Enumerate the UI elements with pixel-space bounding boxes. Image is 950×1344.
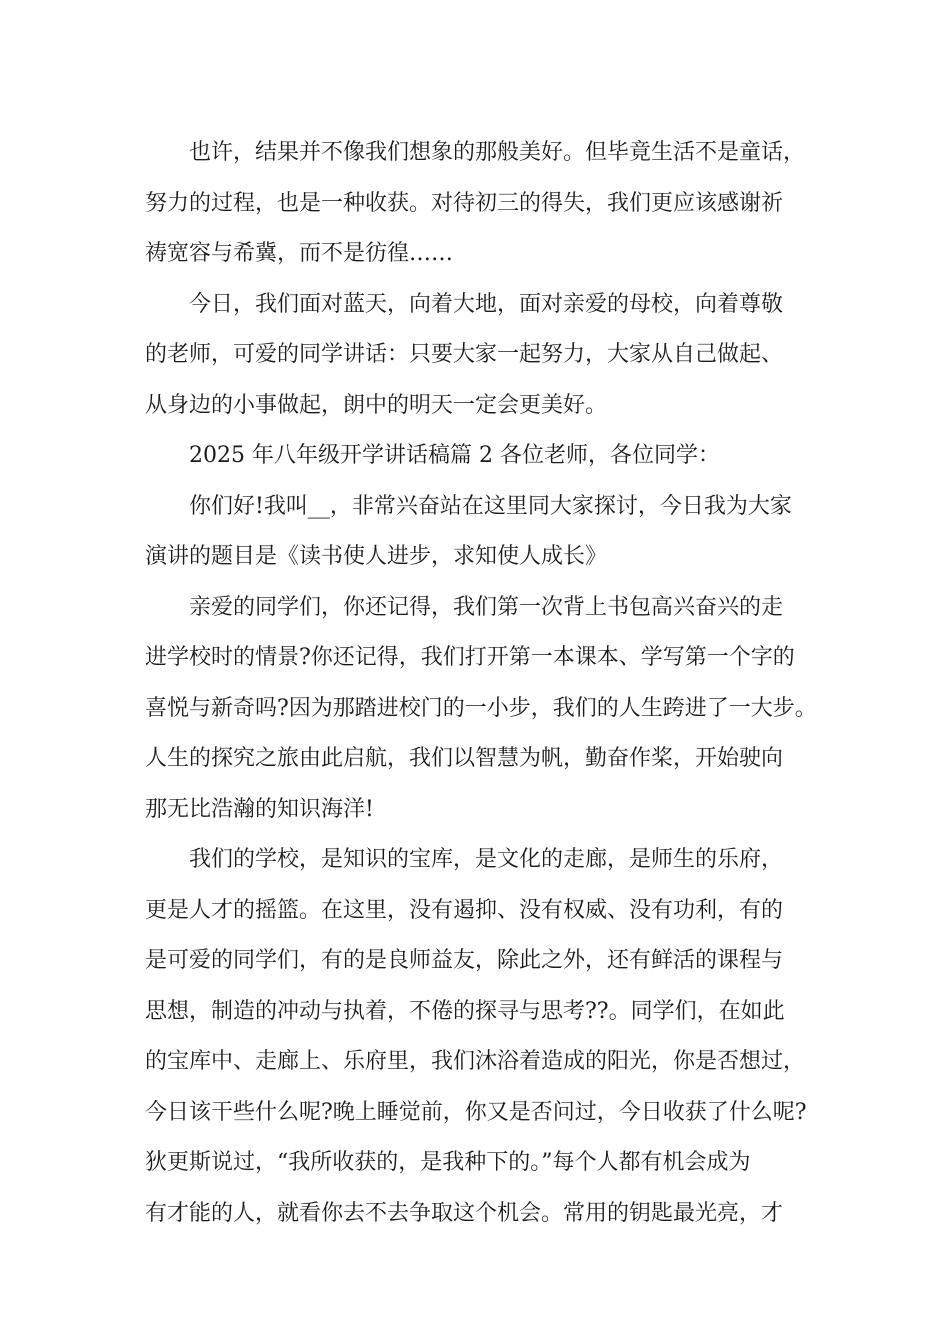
paragraph	[145, 482, 825, 583]
text-line: 更是人才的摇篮。在这里，没有遏抑、没有权威、没有功利，有的	[145, 897, 784, 923]
text-line: 是可爱的同学们，有的是良师益友，除此之外，还有鲜活的课程与	[145, 948, 784, 973]
text-line: 今日该干些什么呢?晚上睡觉前，你又是否问过，今日收获了什么呢?	[145, 1099, 807, 1125]
text-line: 喜悦与新奇吗?因为那踏进校门的一小步，我们的人生跨进了一大步。	[145, 695, 817, 721]
heading-line: 2025 年八年级开学讲话稿篇 2 各位老师，各位同学：	[189, 443, 720, 468]
text-line: 今日，我们面对蓝天，向着大地，面对亲爱的母校，向着尊敬	[189, 291, 784, 317]
text-line: 也许，结果并不像我们想象的那般美好。但毕竟生活不是童话，	[189, 140, 806, 165]
paragraph	[145, 431, 825, 482]
text-line: 有才能的人，就看你去不去争取这个机会。常用的钥匙最光亮，才	[145, 1200, 784, 1226]
text-line: 我们的学校，是知识的宝库，是文化的走廊，是师生的乐府，	[189, 847, 784, 872]
text-line: 那无比浩瀚的知识海洋!	[145, 796, 374, 822]
paragraph	[145, 280, 825, 432]
text-line: 演讲的题目是《读书使人进步，求知使人成长》	[145, 544, 608, 569]
text-line: 的宝库中、走廊上、乐府里，我们沐浴着造成的阳光，你是否想过，	[145, 1049, 806, 1074]
text-line: 祷宽容与希冀，而不是彷徨……	[145, 241, 454, 266]
paragraph	[145, 583, 825, 836]
text-line: 你们好!我叫__，非常兴奋站在这里同大家探讨，今日我为大家	[189, 493, 792, 519]
text-line: 狄更斯说过，“我所收获的，是我种下的。”每个人都有机会成为	[145, 1150, 751, 1175]
text-line: 努力的过程，也是一种收获。对待初三的得失，我们更应该感谢祈	[145, 190, 784, 216]
text-line: 的老师，可爱的同学讲话：只要大家一起努力，大家从自己做起、	[145, 342, 784, 367]
text-line: 进学校时的情景?你还记得，我们打开第一本课本、学写第一个字的	[145, 645, 795, 670]
text-line: 思想，制造的冲动与执着，不倦的探寻与思考??。同学们，在如此	[145, 998, 785, 1024]
paragraph	[145, 835, 825, 1239]
text-line: 人生的探究之旅由此启航，我们以智慧为帆，勤奋作桨，开始驶向	[145, 746, 784, 771]
text-line: 亲爱的同学们，你还记得，我们第一次背上书包高兴奋兴的走	[189, 594, 784, 620]
document-body	[145, 128, 825, 1239]
text-line: 从身边的小事做起，朗中的明天一定会更美好。	[145, 392, 608, 418]
paragraph	[145, 128, 825, 280]
